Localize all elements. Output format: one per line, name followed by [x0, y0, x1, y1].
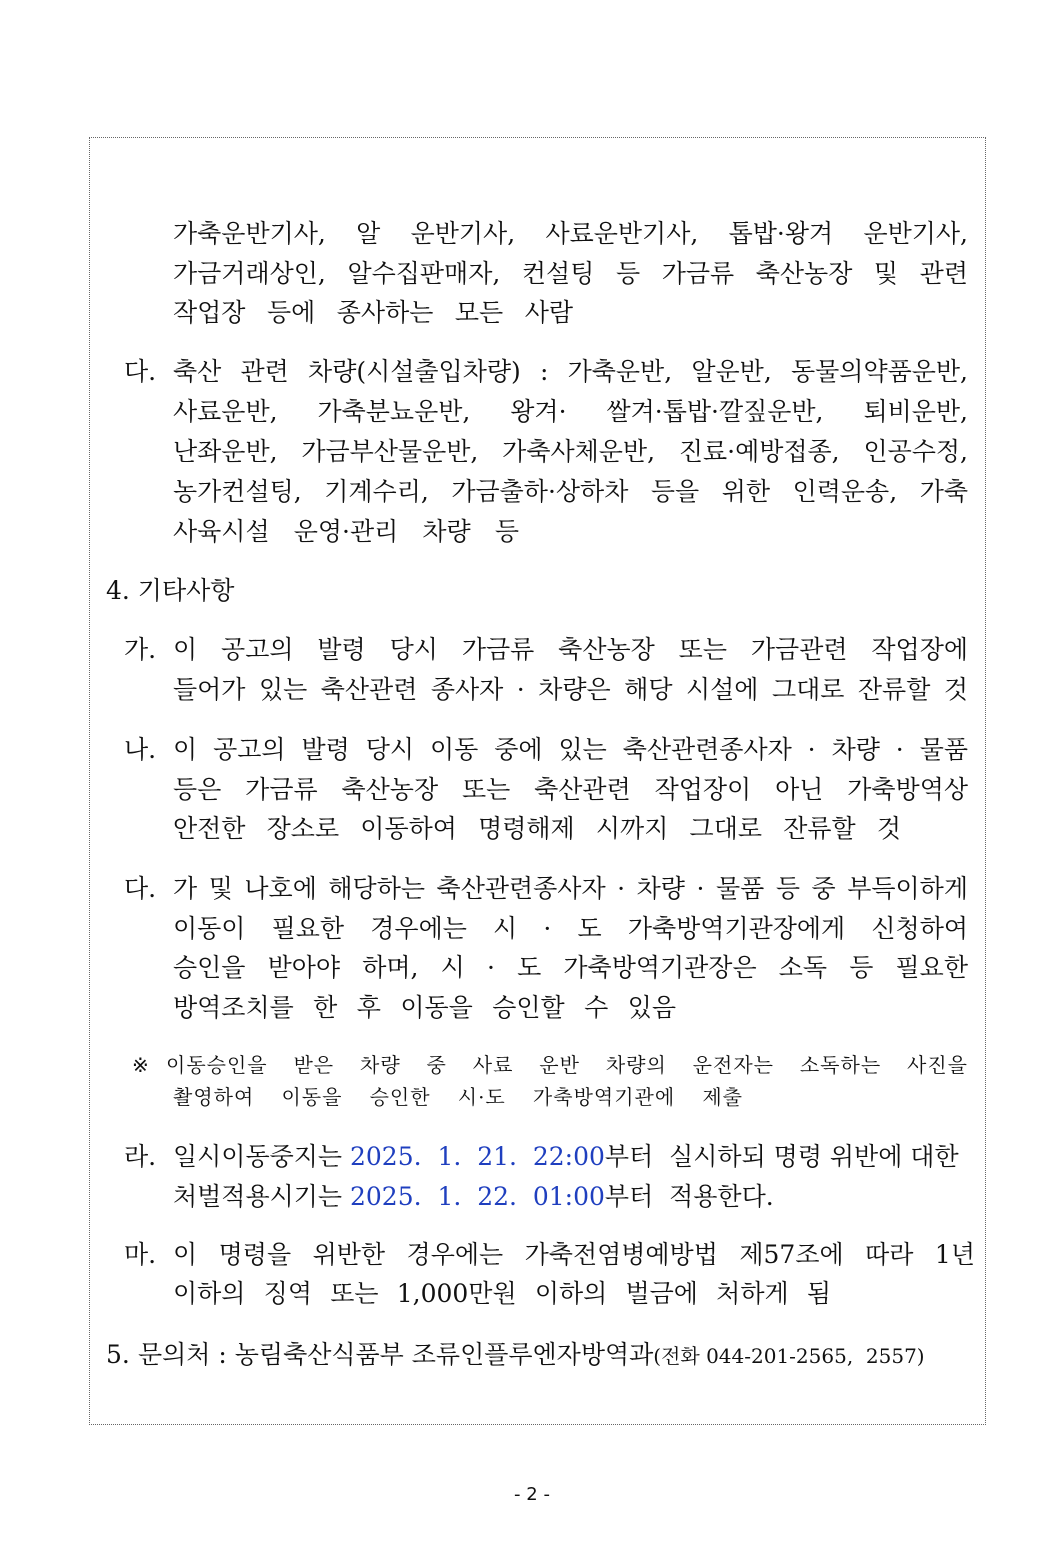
ma-line-1: 이 명령을 위반한 경우에는 가축전염병예방법 제57조에 따라 1년: [173, 1240, 975, 1269]
da-line-3: 승인을 받아야 하며, 시 · 도 가축방역기관장은 소독 등 필요한: [173, 953, 968, 982]
vehicles-line-5: 사육시설 운영·관리 차량 등: [173, 517, 519, 546]
contact-phone: (전화 044-201-2565, 2557): [653, 1344, 925, 1368]
item-label-da-vehicles: 다.: [124, 357, 157, 386]
section-5-label: 5.: [106, 1340, 130, 1369]
ga-line-2: 들어가 있는 축산관련 종사자 · 차량은 해당 시설에 그대로 잔류할 것: [173, 675, 968, 704]
item-label-ga: 가.: [124, 635, 157, 664]
ra-line-2-pre: 처벌적용시기는: [173, 1182, 350, 1211]
ra-line-1-post: 부터 실시하되 명령 위반에 대한: [604, 1142, 959, 1171]
workers-line-3: 작업장 등에 종사하는 모든 사람: [173, 298, 573, 327]
ra-line-1-pre: 일시이동중지는: [173, 1142, 350, 1171]
na-line-1: 이 공고의 발령 당시 이동 중에 있는 축산관련종사자 · 차량 · 물품: [173, 735, 968, 764]
workers-line-2: 가금거래상인, 알수집판매자, 컨설팅 등 가금류 축산농장 및 관련: [173, 259, 968, 288]
note-line-2: 촬영하여 이동을 승인한 시·도 가축방역기관에 제출: [173, 1085, 743, 1109]
na-line-2: 등은 가금류 축산농장 또는 축산관련 작업장이 아닌 가축방역상: [173, 775, 968, 804]
contact-department: 문의처 : 농림축산식품부 조류인플루엔자방역과: [138, 1340, 654, 1369]
item-label-ra: 라.: [124, 1142, 157, 1171]
workers-line-1: 가축운반기사, 알 운반기사, 사료운반기사, 톱밥·왕겨 운반기사,: [173, 219, 968, 248]
ga-line-1: 이 공고의 발령 당시 가금류 축산농장 또는 가금관련 작업장에: [173, 635, 968, 664]
item-label-ma: 마.: [124, 1240, 157, 1269]
vehicles-line-2: 사료운반, 가축분뇨운반, 왕겨· 쌀겨·톱밥·깔짚운반, 퇴비운반,: [173, 397, 968, 426]
ra-line-2: [173, 1182, 813, 1212]
section-4-heading: 4. 기타사항: [106, 576, 235, 605]
vehicles-line-1: 축산 관련 차량(시설출입차량) : 가축운반, 알운반, 동물의약품운반,: [173, 357, 968, 386]
section-5-contact: [138, 1340, 956, 1371]
note-mark: ※: [132, 1053, 150, 1077]
vehicles-line-3: 난좌운반, 가금부산물운반, 가축사체운반, 진료·예방접종, 인공수정,: [173, 437, 968, 466]
ma-line-2: 이하의 징역 또는 1,000만원 이하의 벌금에 처하게 됨: [173, 1279, 831, 1308]
da-line-4: 방역조치를 한 후 이동을 승인할 수 있음: [173, 993, 676, 1022]
da-line-2: 이동이 필요한 경우에는 시 · 도 가축방역기관장에게 신청하여: [173, 914, 968, 943]
da-line-1: 가 및 나호에 해당하는 축산관련종사자 · 차량 · 물품 등 중 부득이하게: [173, 874, 968, 903]
ra-line-1: [173, 1142, 968, 1172]
ra-penalty-date: 2025. 1. 22. 01:00: [350, 1182, 605, 1211]
item-label-da: 다.: [124, 874, 157, 903]
item-label-na: 나.: [124, 735, 157, 764]
na-line-3: 안전한 장소로 이동하여 명령해제 시까지 그대로 잔류할 것: [173, 814, 901, 843]
vehicles-line-4: 농가컨설팅, 기계수리, 가금출하·상하차 등을 위한 인력운송, 가축: [173, 477, 968, 506]
ra-start-date: 2025. 1. 21. 22:00: [350, 1142, 605, 1171]
ra-line-2-post: 부터 적용한다.: [604, 1182, 774, 1211]
page-number: - 2 -: [514, 1484, 550, 1505]
note-line-1: 이동승인을 받은 차량 중 사료 운반 차량의 운전자는 소독하는 사진을: [166, 1053, 968, 1077]
